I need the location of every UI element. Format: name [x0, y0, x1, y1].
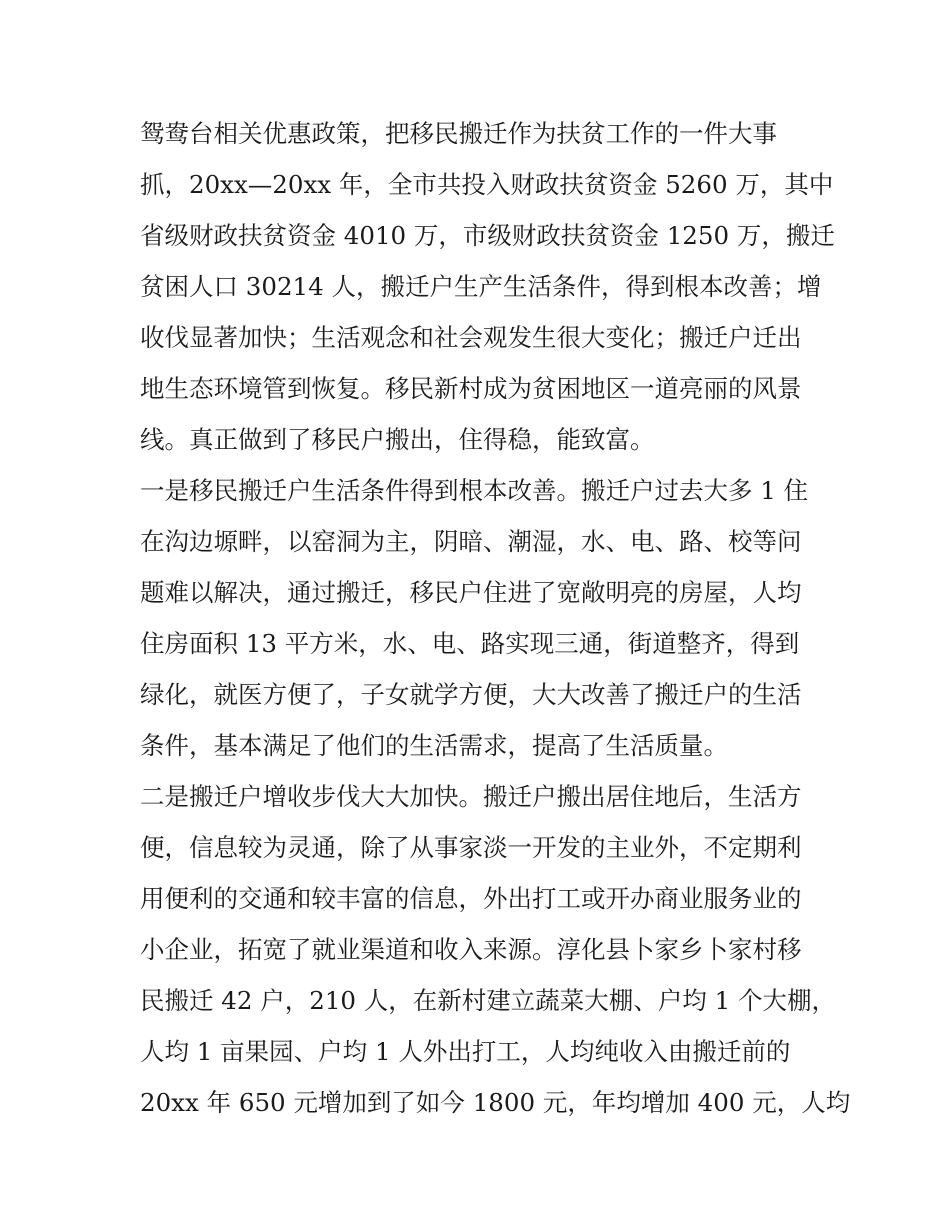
text-line: 题难以解决，通过搬迁，移民户住进了宽敞明亮的房屋，人均 [140, 578, 802, 607]
text-line: 地生态环境管到恢复。移民新村成为贫困地区一道亮丽的风景 [140, 374, 802, 403]
text-line: 民搬迁 42 户，210 人，在新村建立蔬菜大棚、户均 1 个大棚， [140, 986, 836, 1015]
text-line: 抓，20xx—20xx 年，全市共投入财政扶贫资金 5260 万，其中 [140, 170, 834, 199]
paragraph-start-line: 一是移民搬迁户生活条件得到根本改善。搬迁户过去大多 1 住 [140, 476, 809, 505]
text-line: 人均 1 亩果园、户均 1 人外出打工，人均纯收入由搬迁前的 [140, 1037, 791, 1066]
text-line: 用便利的交通和较丰富的信息，外出打工或开办商业服务业的 [140, 884, 802, 913]
body-text [140, 108, 851, 1128]
text-line: 20xx 年 650 元增加到了如今 1800 元，年均增加 400 元，人均 [140, 1088, 851, 1117]
paragraph-start-line: 二是搬迁户增收步伐大大加快。搬迁户搬出居住地后，生活方 [140, 782, 802, 811]
text-line: 在沟边塬畔，以窑洞为主，阴暗、潮湿，水、电、路、校等问 [140, 527, 802, 556]
text-line: 线。真正做到了移民户搬出，住得稳，能致富。 [140, 425, 655, 454]
text-line: 便，信息较为灵通，除了从事家淡一开发的主业外，不定期利 [140, 833, 802, 862]
text-line: 鸳鸯台相关优惠政策，把移民搬迁作为扶贫工作的一件大事 [140, 119, 777, 148]
text-line: 绿化，就医方便了，子女就学方便，大大改善了搬迁户的生活 [140, 680, 802, 709]
text-line: 条件，基本满足了他们的生活需求，提高了生活质量。 [140, 731, 728, 760]
text-line: 小企业，拓宽了就业渠道和收入来源。淳化县卜家乡卜家村移 [140, 935, 802, 964]
text-line: 住房面积 13 平方米，水、电、路实现三通，街道整齐，得到 [140, 629, 800, 658]
text-line: 省级财政扶贫资金 4010 万，市级财政扶贫资金 1250 万，搬迁 [140, 221, 835, 250]
text-line: 收伐显著加快；生活观念和社会观发生很大变化；搬迁户迁出 [140, 323, 802, 352]
text-line: 贫困人口 30214 人，搬迁户生产生活条件，得到根本改善；增 [140, 272, 822, 301]
